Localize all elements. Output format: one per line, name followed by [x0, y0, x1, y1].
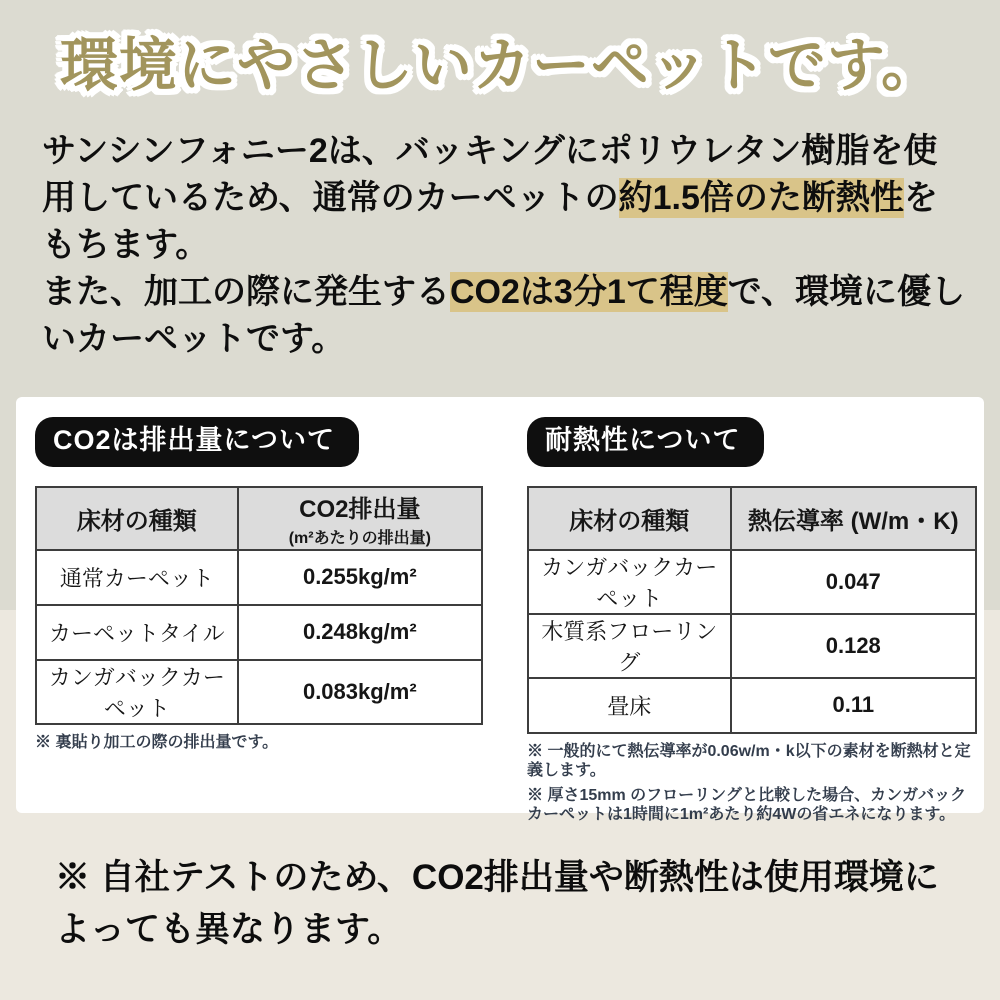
material-cell: 木質系フローリング — [528, 614, 731, 678]
material-cell: 畳床 — [528, 678, 731, 733]
table-header-row — [36, 487, 482, 550]
intro-p2-text: また、加工の際に発生する — [42, 273, 450, 311]
table-row — [528, 678, 976, 733]
table-row — [528, 614, 976, 678]
intro-text — [42, 128, 970, 363]
intro-p2-tail: で、環境に優しいカーペットです。 — [42, 273, 966, 358]
table-row — [36, 550, 482, 605]
value-cell: 0.248kg/m² — [238, 605, 482, 660]
intro-p1-text: サンシンフォニー2は、バッキングにポリウレタン樹脂を使用しているため、通常のカーペットの — [42, 132, 938, 217]
heat-col-material-header: 床材の種類 — [528, 487, 731, 550]
heat-resistance-section — [527, 417, 977, 825]
page-title: 環境にやさしいカーペットです。 — [59, 33, 941, 98]
co2-emission-section — [35, 417, 483, 752]
value-cell: 0.11 — [731, 678, 976, 733]
value-cell: 0.083kg/m² — [238, 660, 482, 724]
heat-col-value-header: 熱伝導率 (W/m・K) — [731, 487, 976, 550]
material-cell: カンガバックカーペット — [36, 660, 238, 724]
co2-col-value-header-main: CO2排出量 — [299, 495, 421, 523]
tables-panel — [16, 397, 984, 824]
disclaimer-note: ※ 自社テストのため、CO2排出量や断熱性は使用環境によっても異なります。 — [55, 858, 939, 949]
intro-paragraph-1 — [42, 128, 970, 269]
heat-conductivity-table — [527, 486, 977, 734]
intro-p1-highlight: 約1.5倍のた断熱性 — [618, 179, 904, 217]
co2-section-badge: CO2は排出量について — [35, 417, 359, 467]
heat-table-footnote-2: ※ 厚さ15mm のフローリングと比較した場合、カンガバックカーペットは1時間に1m²あたり約4Wの省エネになります。 — [527, 786, 967, 824]
value-cell: 0.047 — [731, 550, 976, 614]
table-row — [36, 660, 482, 724]
material-cell: カンガバックカーペット — [528, 550, 731, 614]
co2-table-footnote: ※ 裏貼り加工の際の排出量です。 — [35, 733, 279, 751]
material-cell: カーペットタイル — [36, 605, 238, 660]
table-row — [36, 605, 482, 660]
value-cell: 0.255kg/m² — [238, 550, 482, 605]
value-cell: 0.128 — [731, 614, 976, 678]
heat-table-footnote-1: ※ 一般的にて熱伝導率が0.06w/m・k以下の素材を断熱材と定義します。 — [527, 742, 971, 780]
co2-emission-table — [35, 486, 483, 725]
material-cell: 通常カーペット — [36, 550, 238, 605]
co2-col-value-header — [238, 487, 482, 550]
intro-p2-highlight: CO2は3分1て程度 — [450, 273, 728, 311]
co2-col-material-header: 床材の種類 — [36, 487, 238, 550]
intro-p1-tail: をもちます。 — [42, 179, 938, 264]
co2-col-value-subheader: (m²あたりの排出量) — [288, 529, 431, 547]
table-row — [528, 550, 976, 614]
table-header-row — [528, 487, 976, 550]
intro-paragraph-2 — [42, 269, 970, 363]
heat-section-badge: 耐熱性について — [527, 417, 764, 467]
